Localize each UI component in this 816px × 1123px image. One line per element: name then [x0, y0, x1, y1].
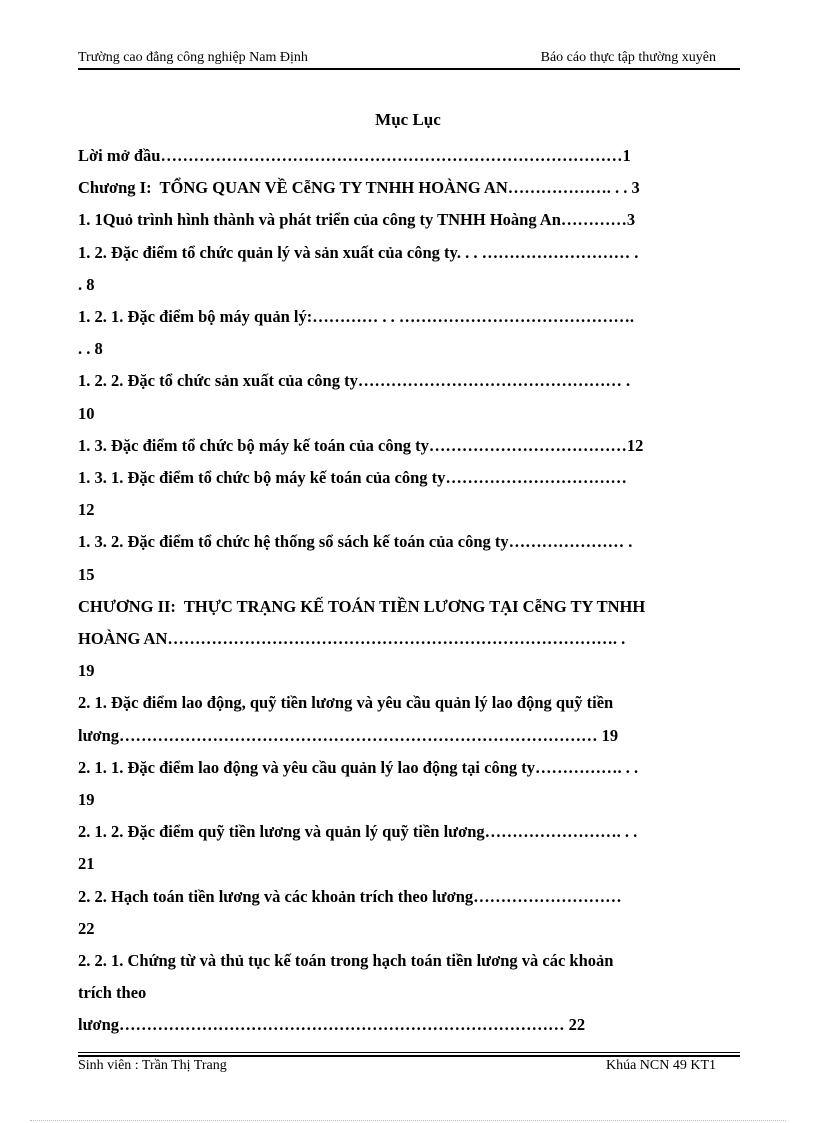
header-school: Trường cao đẳng công nghiệp Nam Định — [78, 50, 308, 65]
toc-line: 1. 3. Đặc điểm tổ chức bộ máy kế toán của công ty………………………………12 — [78, 435, 644, 455]
header-divider — [78, 68, 740, 70]
toc-line: 10 — [78, 403, 95, 423]
page-bottom-border — [30, 1120, 786, 1121]
toc-line: 19 — [78, 790, 95, 810]
toc-line: CHƯƠNG II: THỰC TRẠNG KẾ TOÁN TIỀN LƯƠNG TẠI CễNG TY TNHH — [78, 596, 646, 616]
toc-line: lương……………………………………………………………………… 22 — [78, 1015, 586, 1035]
page-footer — [78, 1058, 740, 1076]
toc-line: 1. 2. 2. Đặc tổ chức sản xuất của công ty………………………………………… . — [78, 371, 631, 391]
toc-line: 1. 3. 2. Đặc điểm tổ chức hệ thống sổ sách kế toán của công ty………………… . — [78, 532, 633, 552]
footer-student: Sinh viên : Trần Thị Trang — [78, 1058, 227, 1073]
page-header — [78, 50, 740, 68]
toc-line: 2. 2. Hạch toán tiền lương và các khoản trích theo lương……………………… — [78, 886, 622, 906]
toc-line: trích theo — [78, 983, 147, 1003]
toc-line: 1. 3. 1. Đặc điểm tổ chức bộ máy kế toán của công ty…………………………… — [78, 468, 627, 488]
header-report-title: Báo cáo thực tập thường xuyên — [540, 50, 716, 65]
toc-line: Lời mở đầu…………………………………………………………………………1 — [78, 146, 631, 165]
toc-line: 21 — [78, 854, 95, 874]
toc-line: 2. 1. 2. Đặc điểm quỹ tiền lương và quản lý quỹ tiền lương……………………. . . — [78, 822, 638, 842]
toc-line: 19 — [78, 661, 95, 681]
toc-line: HOÀNG AN………………………………………………………………………. . — [78, 629, 626, 649]
footer-class: Khúa NCN 49 KT1 — [605, 1058, 716, 1073]
toc-line: . 8 — [78, 274, 95, 294]
toc-line: 1. 2. Đặc điểm tổ chức quản lý và sản xuất của công ty. . . ……………………… . — [78, 242, 639, 262]
toc-line: 2. 1. Đặc điểm lao động, quỹ tiền lương và yêu cầu quản lý lao động quỹ tiền — [78, 693, 614, 713]
footer-divider-thick — [78, 1055, 740, 1057]
toc-line: lương…………………………………………………………………………… 19 — [78, 725, 619, 745]
toc-line: Chương I: TỔNG QUAN VỀ CễNG TY TNHH HOÀNG AN………………. . . 3 — [78, 178, 640, 198]
table-of-contents — [78, 140, 740, 1042]
toc-title: Mục Lục — [375, 110, 441, 129]
toc-line: 2. 1. 1. Đặc điểm lao động và yêu cầu quản lý lao động tại công ty……………. . . — [78, 757, 639, 777]
toc-line: . . 8 — [78, 339, 103, 359]
toc-line: 1. 2. 1. Đặc điểm bộ máy quản lý:………… . . ……………………………………. — [78, 307, 634, 327]
toc-line: 22 — [78, 918, 95, 938]
footer-divider-thin — [78, 1052, 740, 1053]
toc-line: 12 — [78, 500, 95, 520]
toc-line: 15 — [78, 564, 95, 584]
toc-line: 2. 2. 1. Chứng từ và thủ tục kế toán trong hạch toán tiền lương và các khoản — [78, 951, 614, 971]
toc-line: 1. 1Quỏ trình hình thành và phát triển của công ty TNHH Hoàng An…………3 — [78, 210, 636, 230]
